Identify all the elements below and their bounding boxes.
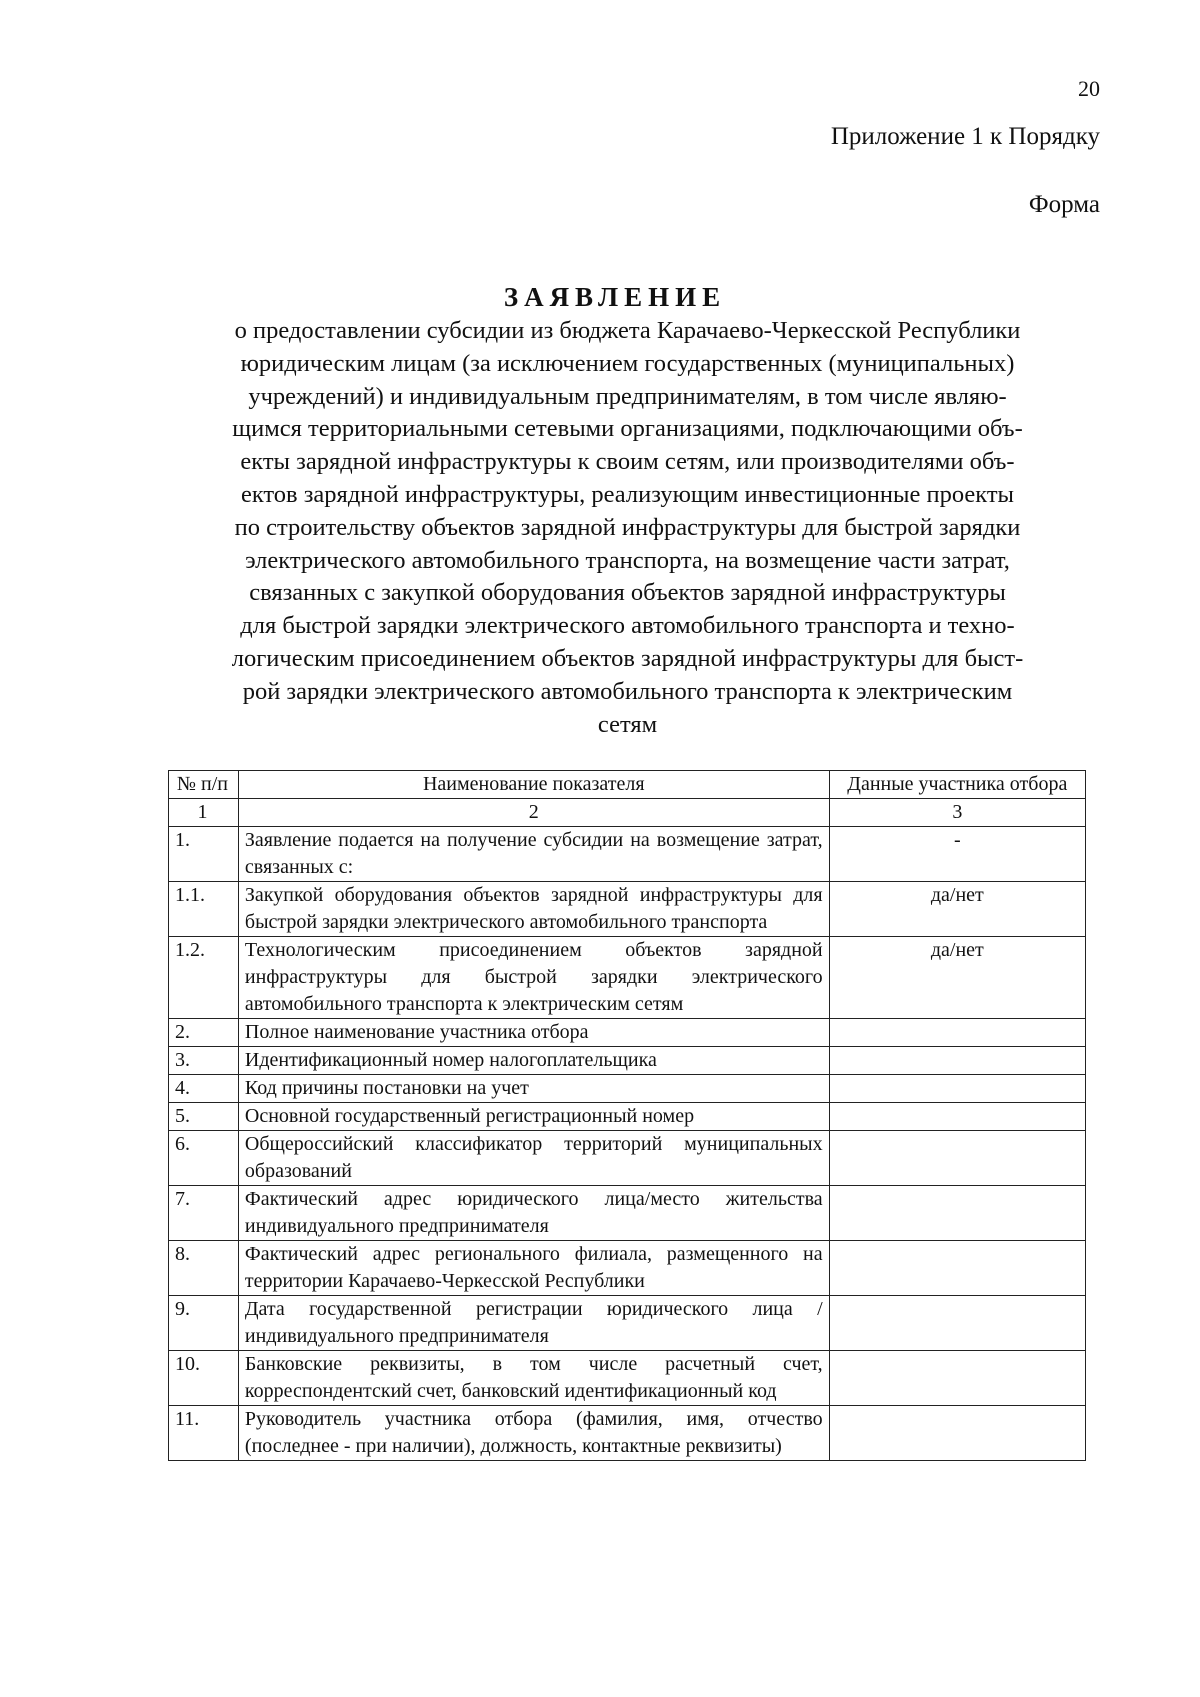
page-number: 20 xyxy=(1078,76,1100,101)
table-row xyxy=(169,1351,1086,1406)
row-data[interactable] xyxy=(829,1351,1085,1406)
row-num: 2. xyxy=(169,1019,239,1047)
row-name: Банковские реквизиты, в том числе расчетный счет, корреспондентский счет, банковский идентификационный код xyxy=(238,1351,829,1406)
row-data[interactable]: да/нет xyxy=(829,937,1085,1019)
subtitle-line: по строительству объектов зарядной инфраструктуры для быстрой зарядки xyxy=(234,513,1021,541)
row-name: Идентификационный номер налогоплательщика xyxy=(238,1047,829,1075)
row-num: 4. xyxy=(169,1075,239,1103)
row-name: Технологическим присоединением объектов зарядной инфраструктуры для быстрой зарядки электрического автомобильного транспорта к электрическим сетям xyxy=(238,937,829,1019)
subtitle-line: екты зарядной инфраструктуры к своим сетям, или производителями объ- xyxy=(240,448,1015,476)
form-label: Форма xyxy=(1028,191,1100,218)
table-row xyxy=(169,1075,1086,1103)
row-name: Заявление подается на получение субсидии на возмещение затрат, связанных с: xyxy=(238,827,829,882)
application-form-table xyxy=(168,770,1086,1461)
subtitle-line: рой зарядки электрического автомобильного транспорта к электрическим xyxy=(242,677,1013,705)
table-row xyxy=(169,937,1086,1019)
subtitle-line: сетям xyxy=(597,710,658,738)
table-row xyxy=(169,1131,1086,1186)
table-row xyxy=(169,1047,1086,1075)
row-name: Общероссийский классификатор территорий муниципальных образований xyxy=(238,1131,829,1186)
appendix-label: Приложение 1 к Порядку xyxy=(830,123,1100,150)
table-row xyxy=(169,1019,1086,1047)
header-data: Данные участника отбора xyxy=(829,771,1085,799)
row-num: 9. xyxy=(169,1296,239,1351)
row-data[interactable] xyxy=(829,1103,1085,1131)
row-num: 11. xyxy=(169,1406,239,1461)
subtitle-line: учреждений) и индивидуальным предпринимателям, в том числе являю- xyxy=(248,382,1007,410)
row-data[interactable] xyxy=(829,1296,1085,1351)
subtitle-line: электрического автомобильного транспорта, на возмещение части затрат, xyxy=(245,546,1010,574)
row-data[interactable]: - xyxy=(829,827,1085,882)
table-row xyxy=(169,827,1086,882)
column-number: 1 xyxy=(169,799,239,827)
row-data[interactable] xyxy=(829,1186,1085,1241)
subtitle-line: для быстрой зарядки электрического автомобильного транспорта и техно- xyxy=(240,612,1015,640)
row-name: Код причины постановки на учет xyxy=(238,1075,829,1103)
subtitle-line: о предоставлении субсидии из бюджета Карачаево-Черкесской Республики xyxy=(234,317,1021,344)
row-name: Фактический адрес регионального филиала, размещенного на территории Карачаево-Черкесской Республики xyxy=(238,1241,829,1296)
subtitle-line: логическим присоединением объектов зарядной инфраструктуры для быст- xyxy=(231,644,1024,672)
table-row xyxy=(169,882,1086,937)
row-num: 1. xyxy=(169,827,239,882)
row-name: Основной государственный регистрационный номер xyxy=(238,1103,829,1131)
row-data[interactable] xyxy=(829,1019,1085,1047)
subtitle-line: щимся территориальными сетевыми организациями, подключающими объ- xyxy=(232,415,1023,443)
row-num: 7. xyxy=(169,1186,239,1241)
row-name: Руководитель участника отбора (фамилия, имя, отчество (последнее - при наличии), должность, контактные реквизиты) xyxy=(238,1406,829,1461)
table-row xyxy=(169,1186,1086,1241)
document-subtitle xyxy=(165,315,1090,741)
table-row xyxy=(169,1103,1086,1131)
row-data[interactable]: да/нет xyxy=(829,882,1085,937)
row-data[interactable] xyxy=(829,1406,1085,1461)
table-row xyxy=(169,1406,1086,1461)
row-num: 1.1. xyxy=(169,882,239,937)
table-row xyxy=(169,1296,1086,1351)
row-num: 8. xyxy=(169,1241,239,1296)
row-name: Закупкой оборудования объектов зарядной инфраструктуры для быстрой зарядки электрического автомобильного транспорта xyxy=(238,882,829,937)
column-number: 2 xyxy=(238,799,829,827)
row-name: Фактический адрес юридического лица/место жительства индивидуального предпринимателя xyxy=(238,1186,829,1241)
header-name: Наименование показателя xyxy=(238,771,829,799)
subtitle-line: юридическим лицам (за исключением государственных (муниципальных) xyxy=(240,349,1015,377)
header-num: № п/п xyxy=(169,771,239,799)
row-data[interactable] xyxy=(829,1241,1085,1296)
row-data[interactable] xyxy=(829,1075,1085,1103)
table-row xyxy=(169,1241,1086,1296)
table-header-row xyxy=(169,771,1086,799)
row-num: 6. xyxy=(169,1131,239,1186)
row-data[interactable] xyxy=(829,1047,1085,1075)
row-name: Дата государственной регистрации юридического лица / индивидуального предпринимателя xyxy=(238,1296,829,1351)
row-num: 3. xyxy=(169,1047,239,1075)
row-data[interactable] xyxy=(829,1131,1085,1186)
row-num: 10. xyxy=(169,1351,239,1406)
column-number: 3 xyxy=(829,799,1085,827)
subtitle-line: ектов зарядной инфраструктуры, реализующим инвестиционные проекты xyxy=(240,480,1015,508)
row-num: 5. xyxy=(169,1103,239,1131)
subtitle-line: связанных с закупкой оборудования объектов зарядной инфраструктуры xyxy=(249,579,1006,607)
document-title: ЗАЯВЛЕНИЕ xyxy=(503,282,727,312)
row-num: 1.2. xyxy=(169,937,239,1019)
row-name: Полное наименование участника отбора xyxy=(238,1019,829,1047)
column-numbers-row xyxy=(169,799,1086,827)
